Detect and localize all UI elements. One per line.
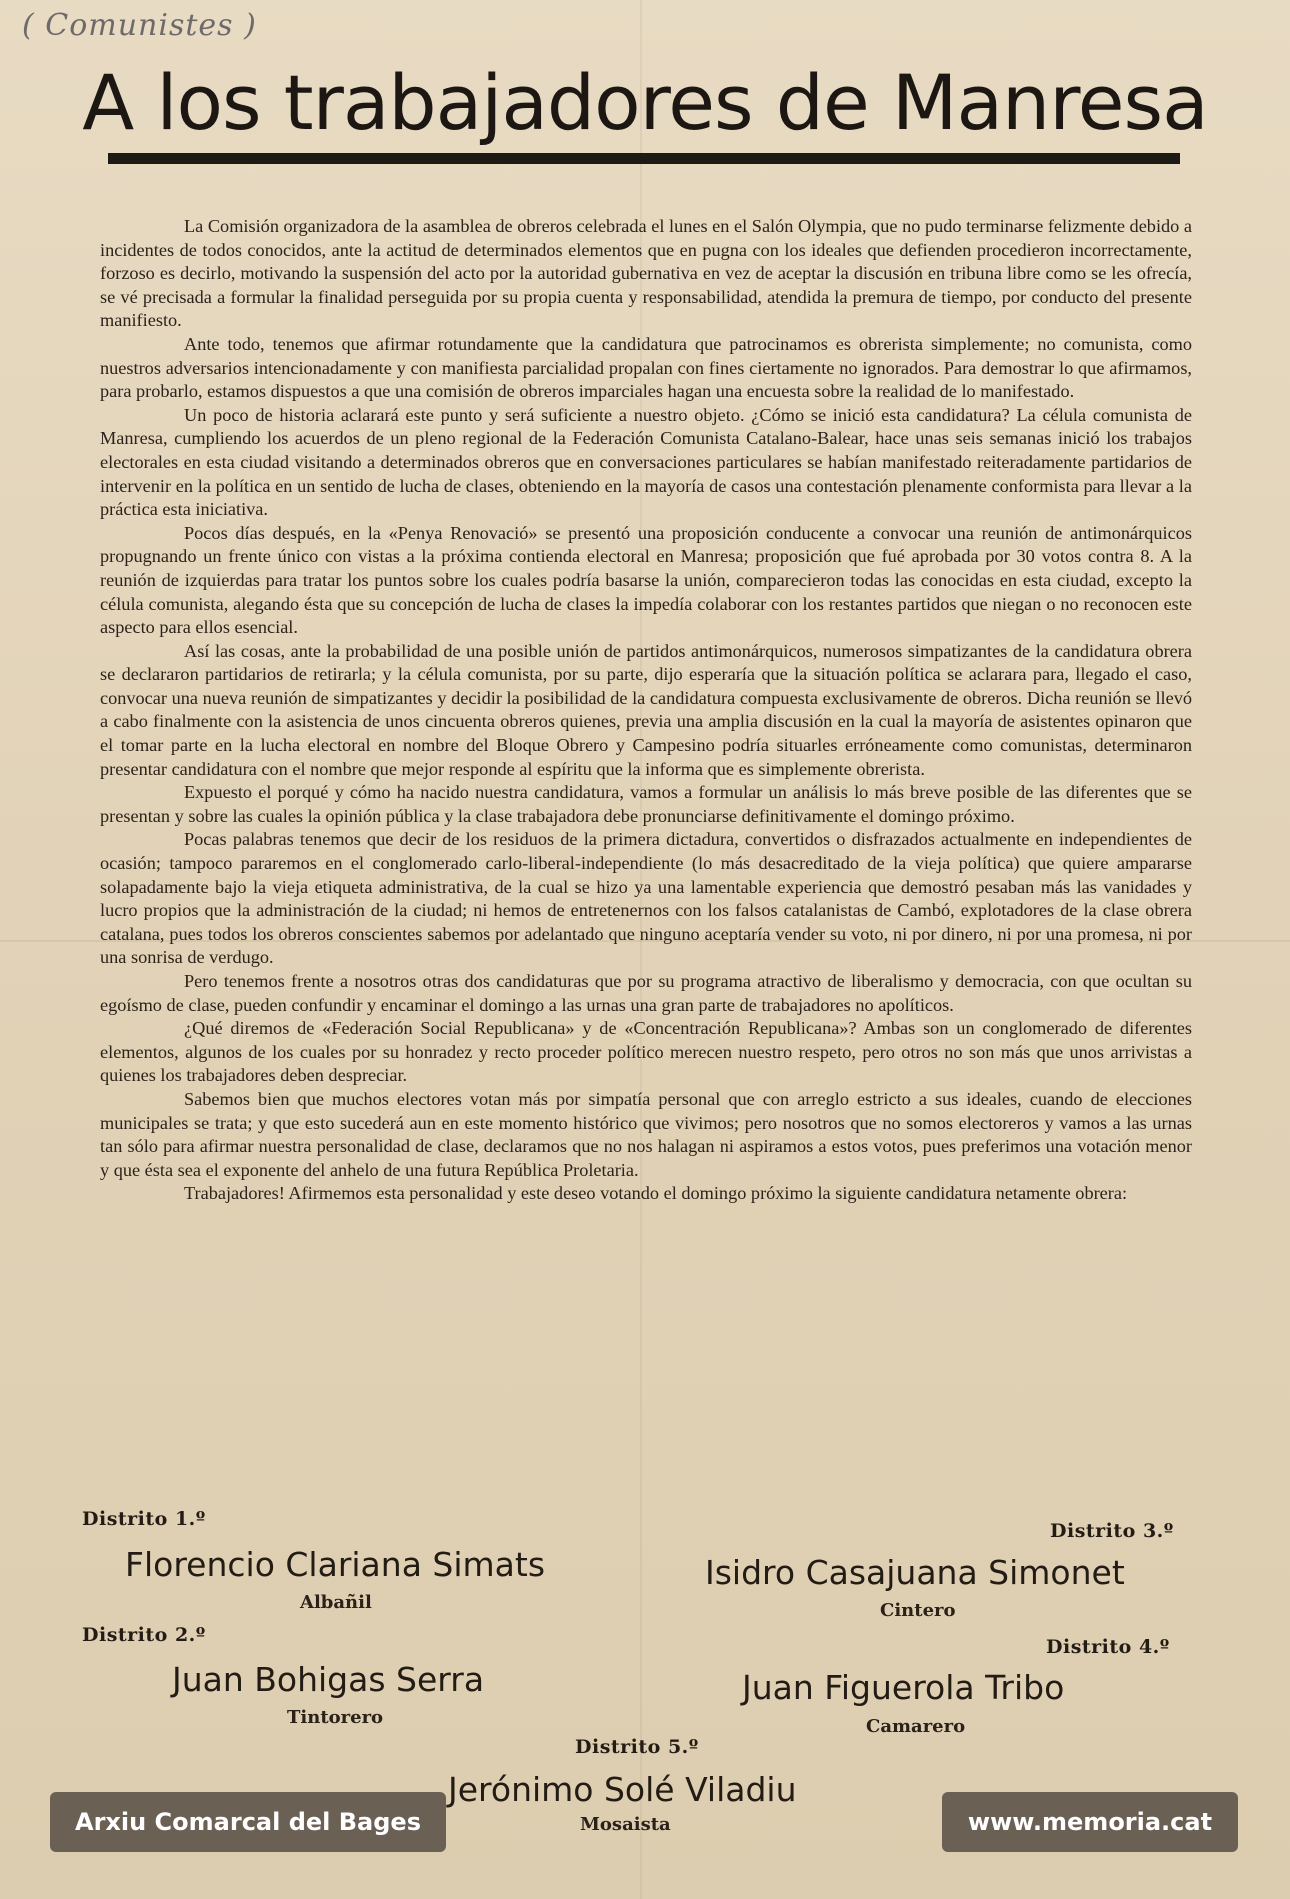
paragraph: Pero tenemos frente a nosotros otras dos candidaturas que por su programa atractivo de liberalismo y democracia, con que ocultan su egoísmo de clase, pueden confundir y encaminar el domingo a las urnas una gran parte de trabajadores no apolíticos. (100, 971, 1192, 1015)
paragraph: La Comisión organizadora de la asamblea de obreros celebrada el lunes en el Salón Olympia, que no pudo terminarse felizmente debido a incidentes de todos conocidos, ante la actitud de determinados elementos que en pugna con los ideales que defienden procedieron incorrectamente, forzoso es decirlo, motivando la suspensión del acto por la autoridad gubernativa en vez de aceptar la discusión en tribuna libre como se les ofrecía, se vé precisada a formular la finalidad perseguida por su propia cuenta y responsabilidad, atendida la premura de tiempo, por conducto del presente manifiesto. (100, 216, 1192, 331)
district-2-trade: Tintorero (287, 1707, 384, 1728)
title-underline-rule (108, 153, 1180, 164)
manifesto-body (100, 215, 1192, 1206)
paragraph: Pocos días después, en la «Penya Renovació» se presentó una proposición conducente a convocar una reunión de antimonárquicos propugnando un frente único con vistas a la próxima contienda electoral en Manresa; proposición que fué aprobada por 30 votos contra 8. A la reunión de izquierdas para tratar los puntos sobre los cuales podría basarse la unión, comparecieron todas las conocidas en esta ciudad, excepto la célula comunista, alegando ésta que su concepción de lucha de clases la impedía colaborar con los restantes partidos que niegan o no reconocen este aspecto para ellos esencial. (100, 522, 1192, 638)
district-1-label: Distrito 1.º (82, 1508, 206, 1530)
district-3-trade: Cintero (880, 1600, 956, 1621)
district-1-trade: Albañil (300, 1592, 372, 1613)
district-4-label: Distrito 4.º (1046, 1636, 1170, 1658)
paragraph: Trabajadores! Afirmemos esta personalidad y este deseo votando el domingo próximo la siguiente candidatura netamente obrera: (184, 1183, 1128, 1204)
paragraph: Así las cosas, ante la probabilidad de una posible unión de partidos antimonárquicos, numerosos simpatizantes de la candidatura obrera se declararon partidarios de retirarla; y la célula comunista, por su parte, dijo esperaría que la situación política se aclarara para, llegado el caso, convocar una nueva reunión de simpatizantes y decidir la posibilidad de la candidatura compuesta exclusivamente de obreros. Dicha reunión se llevó a cabo finalmente con la asistencia de unos cincuenta obreros quienes, previa una amplia discusión en la cual la mayoría de asistentes opinaron que el tomar parte en la lucha electoral en nombre del Bloque Obrero y Campesino podría situarles erróneamente como comunistas, determinaron presentar candidatura con el nombre que mejor responde al espíritu que la informa que es simplemente obrerista. (100, 640, 1192, 779)
paragraph: Un poco de historia aclarará este punto y será suficiente a nuestro objeto. ¿Cómo se inició esta candidatura? La célula comunista de Manresa, cumpliendo los acuerdos de un pleno regional de la Federación Comunista Catalano-Balear, hace unas seis semanas inició los trabajos electorales en esta ciudad visitando a determinados obreros que en conversaciones particulares se habían manifestado reiteradamente partidarios de intervenir en la política en un sentido de lucha de clases, obteniendo en la mayoría de casos una contestación plenamente conformista para llevar a la práctica esta iniciativa. (100, 404, 1192, 520)
district-5-label: Distrito 5.º (575, 1736, 699, 1758)
handwritten-note: ( Comunistes ) (22, 8, 257, 43)
district-5-candidate: Jerónimo Solé Viladiu (448, 1770, 797, 1809)
district-4-candidate: Juan Figuerola Tribo (742, 1668, 1065, 1707)
paragraph: Expuesto el porqué y cómo ha nacido nuestra candidatura, vamos a formular un análisis lo más breve posible de las diferentes que se presentan y sobre las cuales la opinión pública y la clase trabajadora debe pronunciarse definitivamente el domingo próximo. (100, 782, 1192, 826)
district-2-candidate: Juan Bohigas Serra (172, 1660, 485, 1699)
district-2-label: Distrito 2.º (82, 1624, 206, 1646)
paragraph: Pocas palabras tenemos que decir de los residuos de la primera dictadura, convertidos o disfrazados actualmente en independientes de ocasión; tampoco pararemos en el conglomerado carlo-liberal-independiente (lo más desacreditado de la vieja política) que quiere ampararse solapadamente bajo la vieja etiqueta administrativa, de la cual se hizo ya una lamentable experiencia que demostró pesaban más las vanidades y lucro propios que la administración de la ciudad; ni hemos de entretenernos con los falsos catalanistas de Cambó, explotadores de la clase obrera catalana, pues todos los obreros conscientes sabemos por adelantado que ninguno aceptaría vender su voto, ni por dinero, ni por una promesa, ni por una sonrisa de verdugo. (100, 829, 1192, 968)
district-3-label: Distrito 3.º (1050, 1520, 1174, 1542)
district-1-candidate: Florencio Clariana Simats (125, 1545, 546, 1584)
district-4-trade: Camarero (866, 1716, 966, 1737)
page-title: A los trabajadores de Manresa (82, 58, 1208, 147)
district-5-trade: Mosaista (580, 1814, 671, 1835)
archive-watermark: Arxiu Comarcal del Bages (50, 1792, 446, 1852)
district-3-candidate: Isidro Casajuana Simonet (705, 1553, 1125, 1592)
paragraph: ¿Qué diremos de «Federación Social Republicana» y de «Concentración Republicana»? Ambas son un conglomerado de diferentes elementos, algunos de los cuales por su honradez y recto proceder político merecen nuestro respeto, pero otros no son más que unos arrivistas a quienes los trabajadores deben despreciar. (100, 1018, 1192, 1086)
website-watermark: www.memoria.cat (942, 1792, 1238, 1852)
paragraph: Sabemos bien que muchos electores votan más por simpatía personal que con arreglo estricto a sus ideales, cuando de elecciones municipales se trata; y que esto sucederá aun en este momento histórico que vivimos; pero nosotros que no somos electoreros y vamos a las urnas tan sólo para afirmar nuestra personalidad de clase, declaramos que no nos halagan ni aspiramos a estos votos, pues preferimos una votación menor y que ésta sea el exponente del anhelo de una futura República Proletaria. (100, 1088, 1192, 1180)
paragraph: Ante todo, tenemos que afirmar rotundamente que la candidatura que patrocinamos es obrerista simplemente; no comunista, como nuestros adversarios intencionadamente y con manifiesta parcialidad propalan con fines ciertamente no ignorados. Para demostrar lo que afirmamos, para probarlo, estamos dispuestos a que una comisión de obreros imparciales hagan una encuesta sobre la realidad de lo manifestado. (100, 333, 1192, 402)
